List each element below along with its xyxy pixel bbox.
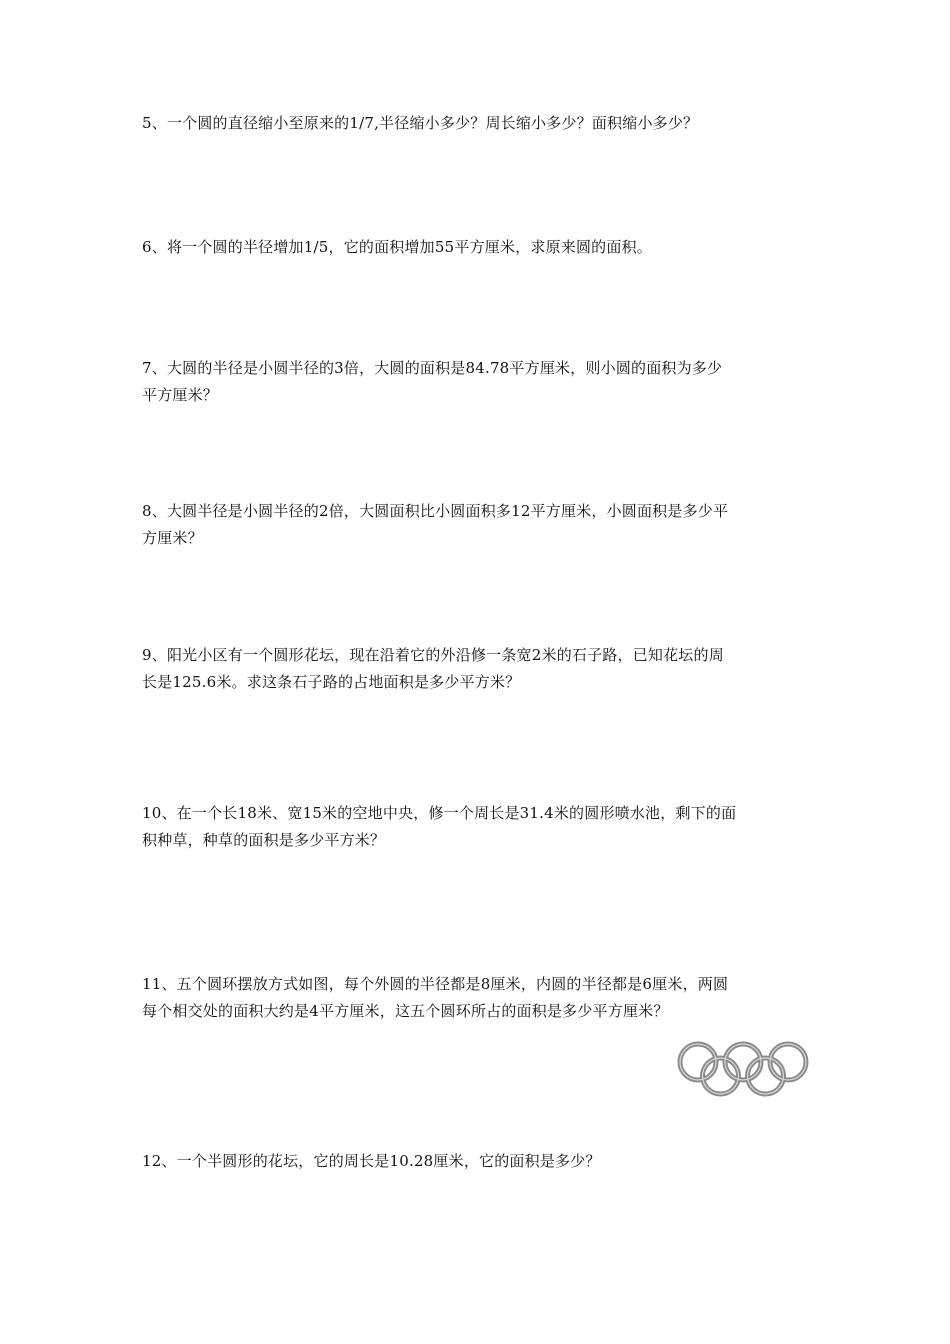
question-5	[142, 110, 814, 137]
question-11	[142, 971, 814, 1025]
question-12	[142, 1148, 814, 1175]
question-11-line-2: 每个相交处的面积大约是4平方厘米，这五个圆环所占的面积是多少平方厘米？	[142, 1002, 669, 1020]
question-10-line-2: 积种草，种草的面积是多少平方米？	[142, 831, 386, 849]
question-10-line-1: 10、在一个长18米、宽15米的空地中央，修一个周长是31.4米的圆形喷水池，剩下的面	[142, 804, 737, 822]
question-11-line-1: 11、五个圆环摆放方式如图，每个外圆的半径都是8厘米，内圆的半径都是6厘米，两圆	[142, 975, 729, 993]
question-6-line-1: 6、将一个圆的半径增加1/5，它的面积增加55平方厘米，求原来圆的面积。	[142, 238, 652, 256]
question-10	[142, 800, 814, 854]
question-8-line-2: 方厘米？	[142, 529, 203, 547]
question-9-line-1: 9、阳光小区有一个圆形花坛，现在沿着它的外沿修一条宽2米的石子路，已知花坛的周	[142, 646, 724, 664]
question-8	[142, 498, 814, 552]
rings-highlight	[680, 1044, 806, 1094]
question-8-line-1: 8、大圆半径是小圆半径的2倍，大圆面积比小圆面积多12平方厘米，小圆面积是多少平	[142, 502, 729, 520]
question-9	[142, 642, 814, 696]
question-7	[142, 355, 814, 409]
question-7-line-2: 平方厘米？	[142, 386, 219, 404]
question-12-line-1: 12、一个半圆形的花坛，它的周长是10.28厘米，它的面积是多少？	[142, 1152, 601, 1170]
question-7-line-1: 7、大圆的半径是小圆半径的3倍，大圆的面积是84.78平方厘米，则小圆的面积为多少	[142, 359, 723, 377]
question-6	[142, 234, 814, 261]
rings-group	[680, 1044, 806, 1094]
question-9-line-2: 长是125.6米。求这条石子路的占地面积是多少平方米？	[142, 673, 521, 691]
question-5-line-1: 5、一个圆的直径缩小至原来的1/7,半径缩小多少？周长缩小多少？面积缩小多少？	[142, 114, 699, 132]
five-rings-figure	[676, 1040, 810, 1098]
